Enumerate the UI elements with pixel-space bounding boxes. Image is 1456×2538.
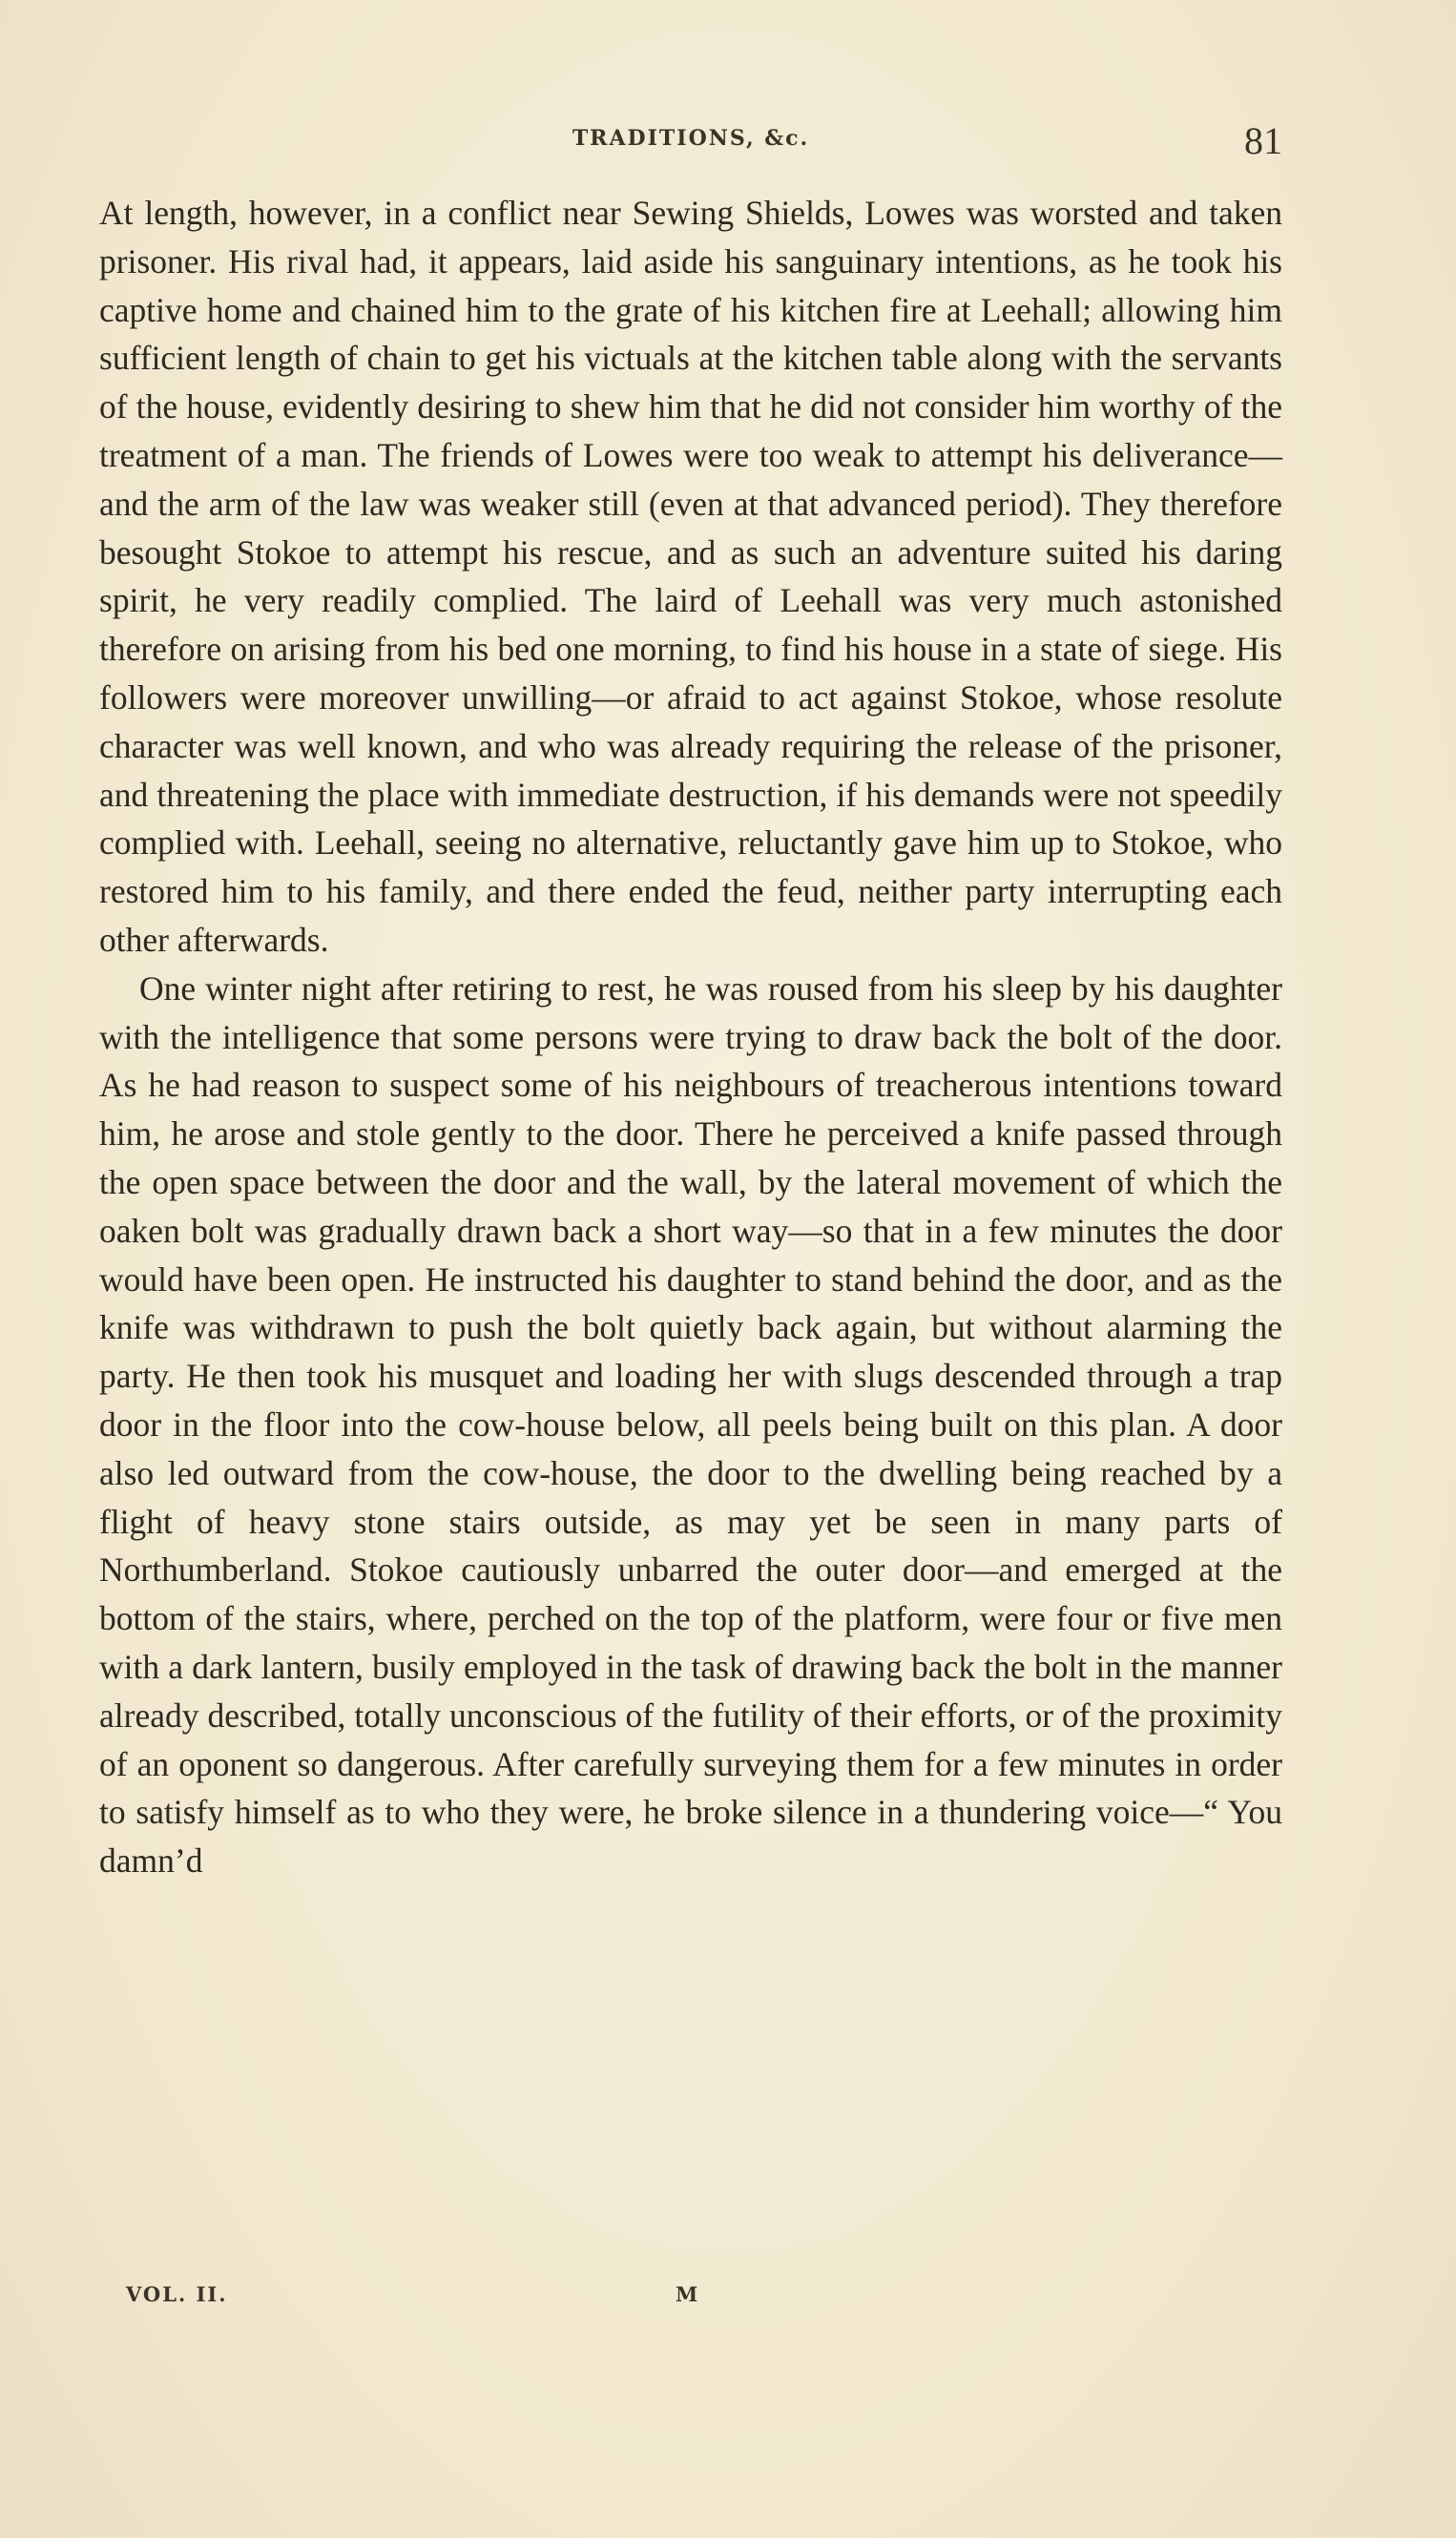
body-text: [99, 189, 1282, 1885]
paragraph: At length, however, in a conflict near Sewing Shields, Lowes was worsted and taken prisoner. His rival had, it appears, laid aside his sanguinary intentions, as he took his captive home and chained him to the grate of his kitchen fire at Leehall; allowing him sufficient length of chain to get his victuals at the kitchen table along with the servants of the house, evidently desiring to shew him that he did not consider him worthy of the treatment of a man. The friends of Lowes were too weak to attempt his deliverance—and the arm of the law was weaker still (even at that advanced period). They therefore besought Stokoe to attempt his rescue, and as such an adventure suited his daring spirit, he very readily complied. The laird of Leehall was very much astonished therefore on arising from his bed one morning, to find his house in a state of siege. His followers were moreover unwilling—or afraid to act against Stokoe, whose resolute character was well known, and who was already requiring the release of the prisoner, and threatening the place with immediate destruction, if his demands were not speedily complied with. Leehall, seeing no alternative, reluctantly gave him up to Stokoe, who restored him to his family, and there ended the feud, neither party interrupting each other afterwards.: [99, 194, 1282, 959]
volume-label: VOL. II.: [126, 2282, 228, 2306]
paragraph: One winter night after retiring to rest, he was roused from his sleep by his daughter with the intelligence that some persons were trying to draw back the bolt of the door. As he had reason to suspect some of his neighbours of treacherous intentions toward him, he arose and stole gently to the door. There he perceived a knife passed through the open space between the door and the wall, by the lateral movement of which the oaken bolt was gradually drawn back a short way—so that in a few minutes the door would have been open. He instructed his daughter to stand behind the door, and as the knife was withdrawn to push the bolt quietly back again, but without alarming the party. He then took his musquet and loading her with slugs descended through a trap door in the floor into the cow-house below, all peels being built on this plan. A door also led outward from the cow-house, the door to the dwelling being reached by a flight of heavy stone stairs outside, as may yet be seen in many parts of Northumberland. Stokoe cautiously unbarred the outer door—and emerged at the bottom of the stairs, where, perched on the top of the platform, were four or five men with a dark lantern, busily employed in the task of drawing back the bolt in the manner already described, totally unconscious of the futility of their efforts, or of the proximity of an oponent so dangerous. After carefully surveying them for a few minutes in order to satisfy himself as to who they were, he broke silence in a thundering voice—“ You damn’d: [99, 968, 1282, 1881]
page-footer: [126, 2282, 1175, 2320]
running-head: TRADITIONS, &c.: [572, 126, 810, 151]
page-number: 81: [1244, 119, 1282, 162]
signature-mark: M: [676, 2282, 700, 2306]
page-header: [99, 114, 1282, 172]
